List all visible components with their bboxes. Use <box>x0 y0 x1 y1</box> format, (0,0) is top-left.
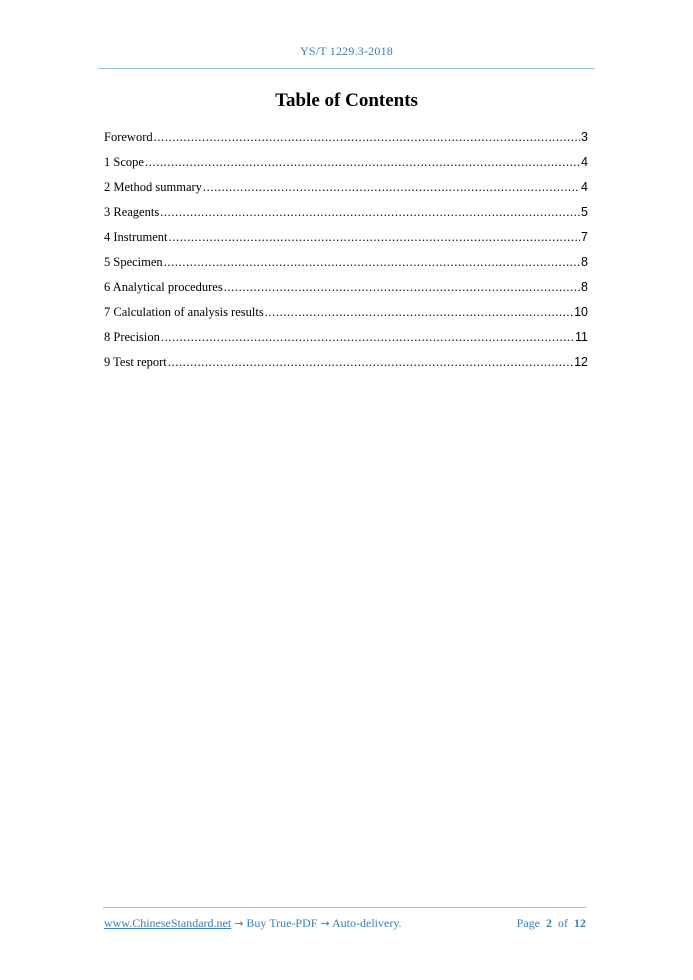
toc-entry-instrument[interactable] <box>104 227 588 252</box>
toc-leader-dots <box>161 327 574 347</box>
toc-leader-dots <box>160 202 580 222</box>
toc-entry-label: 1 Scope <box>104 155 144 169</box>
toc-entry-page: 11 <box>575 330 588 344</box>
toc-entry-analytical-procedures[interactable] <box>104 277 588 302</box>
arrow-right-icon: → <box>320 917 330 930</box>
toc-entry-calculation[interactable] <box>104 302 588 327</box>
toc-leader-dots <box>203 177 580 197</box>
toc-leader-dots <box>224 277 580 297</box>
footer-promo <box>104 916 402 931</box>
header-divider <box>98 68 595 69</box>
toc-entry-test-report[interactable] <box>104 352 588 377</box>
toc-entry-page: 8 <box>581 280 588 294</box>
page-word: Page <box>516 916 540 930</box>
toc-entry-label: 9 Test report <box>104 355 167 369</box>
arrow-right-icon: → <box>234 917 244 930</box>
page-indicator <box>517 916 586 931</box>
toc-entry-page: 12 <box>574 355 588 369</box>
toc-entry-foreword[interactable] <box>104 127 588 152</box>
buy-true-pdf-text: Buy True-PDF <box>246 916 318 930</box>
toc-entry-label: 4 Instrument <box>104 230 168 244</box>
page-footer <box>104 916 586 931</box>
toc-leader-dots <box>169 227 581 247</box>
toc-leader-dots <box>265 302 573 322</box>
toc-entry-page: 8 <box>581 255 588 269</box>
toc-entry-label: 7 Calculation of analysis results <box>104 305 264 319</box>
auto-delivery-text: Auto-delivery. <box>332 916 402 930</box>
toc-entry-precision[interactable] <box>104 327 588 352</box>
toc-entry-page: 5 <box>581 205 588 219</box>
toc-entry-label: 3 Reagents <box>104 205 160 219</box>
toc-entry-label: 2 Method summary <box>104 180 202 194</box>
toc-entry-page: 7 <box>581 230 588 244</box>
current-page-number: 2 <box>546 916 552 930</box>
toc-entry-scope[interactable] <box>104 152 588 177</box>
toc-entry-page: 4 <box>581 180 588 194</box>
toc-entry-reagents[interactable] <box>104 202 588 227</box>
toc-entry-page: 3 <box>581 130 588 144</box>
toc-leader-dots <box>154 127 580 147</box>
toc-entry-specimen[interactable] <box>104 252 588 277</box>
total-pages-number: 12 <box>574 916 586 930</box>
toc-entry-page: 10 <box>574 305 588 319</box>
toc-title: Table of Contents <box>275 90 418 111</box>
toc-entry-label: Foreword <box>104 130 153 144</box>
footer-divider <box>103 907 586 908</box>
toc-entry-label: 5 Specimen <box>104 255 163 269</box>
toc-leader-dots <box>164 252 580 272</box>
toc-list <box>104 127 588 377</box>
toc-entry-label: 8 Precision <box>104 330 160 344</box>
document-code-header: YS/T 1229.3-2018 <box>300 44 393 58</box>
toc-entry-label: 6 Analytical procedures <box>104 280 223 294</box>
toc-entry-method-summary[interactable] <box>104 177 588 202</box>
toc-entry-page: 4 <box>581 155 588 169</box>
of-word: of <box>558 916 568 930</box>
toc-leader-dots <box>145 152 580 172</box>
toc-leader-dots <box>168 352 573 372</box>
site-link[interactable]: www.ChineseStandard.net <box>104 916 232 930</box>
